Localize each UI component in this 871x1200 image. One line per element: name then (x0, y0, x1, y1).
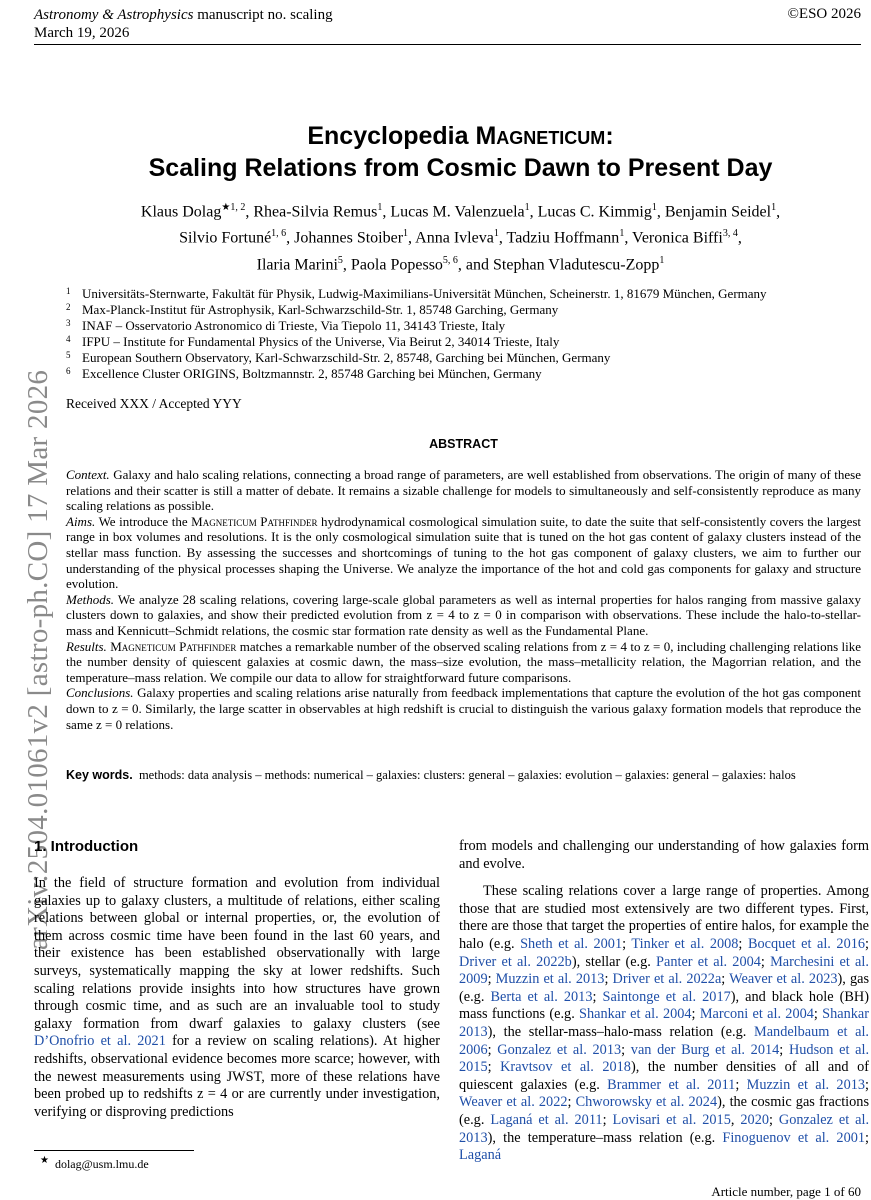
conclusions-text: Galaxy properties and scaling relations arise naturally from feedback implementations that capture the evolution of the hot gas component down to z = 0. Similarly, the large scatter in observables at high redshift is crucial to distinguish the various galaxy formation models that reproduce the same z = 0 relations. (66, 685, 862, 732)
citation-link[interactable]: Shankar et al. 2004 (579, 1006, 692, 1023)
citation-link[interactable]: Chworowsky et al. 2024 (575, 1094, 718, 1111)
aims-smallcaps: Magneticum Pathfinder (191, 513, 318, 529)
author-affil-mark: 1 (659, 254, 665, 266)
title-line2: Scaling Relations from Cosmic Dawn to Present Day (148, 154, 773, 182)
author-affil-mark: 1 (771, 202, 777, 213)
citation-link[interactable]: Tinker et al. 2008 (631, 935, 739, 952)
intro-p1-b: for a review on scaling relations). At higher redshifts, observational evidence becomes more scarce; however, with the newest measurements using JWST, more of these relations have been probed up to redshifts z = 4 or are currently under investigation, verifying or disproving predictions (34, 1033, 440, 1120)
footnote (40, 1155, 149, 1172)
running-header (34, 6, 333, 42)
abstract-heading: ABSTRACT (429, 437, 498, 451)
author-affil-mark: 3, 4 (722, 228, 738, 240)
aims-label: Aims. (66, 513, 96, 529)
affiliation-number: 5 (66, 350, 71, 360)
citation-link[interactable]: Saintonge et al. 2017 (602, 988, 731, 1005)
author-name: Silvio Fortuné (179, 229, 272, 247)
author-name: Paola Popesso (350, 255, 443, 273)
section-heading: 1. Introduction (34, 838, 139, 855)
affiliation-text: INAF – Osservatorio Astronomico di Trieste, Via Tiepolo 11, 34143 Trieste, Italy (82, 318, 506, 333)
manuscript-id: manuscript no. scaling (197, 7, 333, 23)
abstract-body (66, 467, 861, 732)
citation-link[interactable]: Panter et al. 2004 (656, 953, 761, 970)
affiliation-text: Max-Planck-Institut für Astrophysik, Karl-Schwarzschild-Str. 1, 85748 Garching, Germany (82, 302, 559, 317)
citation-link[interactable]: 2020 (740, 1111, 769, 1128)
affiliation (66, 318, 767, 334)
author-name: Veronica Biffi (632, 229, 723, 247)
right-column (459, 838, 869, 1165)
author-name: Rhea-Silvia Remus (253, 203, 378, 221)
header-date: March 19, 2026 (34, 25, 130, 41)
affiliation (66, 302, 767, 318)
author-affil-mark: 5, 6 (442, 254, 458, 266)
citation-link[interactable]: Driver et al. 2022b (459, 953, 572, 970)
title-colon: : (605, 122, 614, 150)
affiliation-number: 6 (66, 366, 71, 376)
copyright: ©ESO 2026 (787, 6, 861, 22)
aims-pre: We introduce the (98, 513, 188, 529)
author-name: Johannes Stoiber (294, 229, 404, 247)
results-text: matches a remarkable number of the observed scaling relations from z = 4 to z = 0, including challenging relations like the number density of quiescent galaxies at cosmic dawn, the mass–size evolution, the mass–metallicity relation, the Magorrian relation, and the temperature–mass relation. We compile our data to allow for straightforward future comparisons. (66, 638, 862, 685)
author-name: Tadziu Hoffmann (506, 229, 620, 247)
intro-p2: These scaling relations cover a large range of properties. Among those that are studied most extensively are two different types. First, there are those that target the properties of entire halos, for example the halo (e.g. Sheth et al. 2001; Tinker et al. 2008; Bocquet et al. 2016; Driver et al. 2022b), stellar (e.g. Panter et al. 2004; Marchesini et al. 2009; Muzzin et al. 2013; Driver et al. 2022a; Weaver et al. 2023), gas (e.g. Berta et al. 2013; Saintonge et al. 2017), and black hole (BH) mass functions (e.g. Shankar et al. 2004; Marconi et al. 2004; Shankar 2013), the stellar-mass–halo-mass relation (e.g. Mandelbaum et al. 2006; Gonzalez et al. 2013; van der Burg et al. 2014; Hudson et al. 2015; Kravtsov et al. 2018), the number densities of all and of quiescent galaxies (e.g. Brammer et al. 2011; Muzzin et al. 2013; Weaver et al. 2022; Chworowsky et al. 2024), the cosmic gas fractions (e.g. Laganá et al. 2011; Lovisari et al. 2015, 2020; Gonzalez et al. 2013), the temperature–mass relation (e.g. Finoguenov et al. 2001; Laganá (459, 883, 870, 1164)
affiliation-text: Excellence Cluster ORIGINS, Boltzmannstr. 2, 85748 Garching bei München, Germany (82, 366, 542, 381)
citation-link[interactable]: Weaver et al. 2023 (729, 971, 838, 988)
affiliation-number: 3 (66, 318, 71, 328)
author-name: Lucas M. Valenzuela (390, 203, 525, 221)
affiliation-text: IFPU – Institute for Fundamental Physics of the Universe, Via Beirut 2, 34014 Trieste, Italy (82, 334, 560, 349)
conclusions-label: Conclusions. (66, 685, 134, 701)
journal-name: Astronomy & Astrophysics (34, 7, 194, 23)
affiliation-text: European Southern Observatory, Karl-Schwarzschild-Str. 2, 85748, Garching bei München, Germany (82, 350, 611, 365)
context-text: Galaxy and halo scaling relations, connecting a broad range of parameters, are well established from observations. The origin of many of these relations and their scatter is still a matter of debate. It remains a sizable challenge for models to simultaneously and self-consistently reproduce as many scaling relations as possible. (66, 467, 861, 514)
citation-link[interactable]: Marconi et al. 2004 (699, 1006, 814, 1023)
citation-link[interactable]: Mandelbaum et al. 2006 (459, 1023, 869, 1058)
citation-link[interactable]: Hudson et al. 2015 (459, 1041, 870, 1076)
affiliation-number: 4 (66, 334, 71, 344)
citation-link[interactable]: Finoguenov et al. 2001 (722, 1129, 866, 1146)
author-affil-mark: 5 (337, 254, 343, 266)
affiliation-number: 2 (66, 302, 71, 312)
author-name: Stephan Vladutescu-Zopp (493, 255, 660, 273)
page-footer: Article number, page 1 of 60 (711, 1184, 861, 1199)
methods-label: Methods. (66, 591, 115, 607)
citation-link[interactable]: D’Onofrio et al. 2021 (34, 1033, 166, 1050)
affiliation-list (66, 286, 767, 382)
affiliation (66, 366, 767, 382)
author-affil-mark: 1 (619, 228, 625, 240)
citation-link[interactable]: Bocquet et al. 2016 (747, 935, 866, 952)
title-smallcaps: Magneticum (475, 122, 606, 150)
author-affil-mark: 1 (651, 202, 657, 213)
author-affil-mark: 1 (403, 228, 409, 240)
intro-p1-a: In the field of structure formation and evolution from individual galaxies up to galaxy clusters, a multitude of relations, either scaling relations between global or internal properties, or, the evolution of them across cosmic time have been found in the last 60 years, and their existence has been established observationally with large surveys, systematically mapping the sky at lower redshifts. Such scaling relations provide insights into how structures have grown through cosmic time, and as such are an invaluable tool to study galaxy formation from dwarf galaxies to galaxy clusters (see (34, 875, 440, 1032)
citation-link[interactable]: van der Burg et al. 2014 (630, 1041, 780, 1058)
citation-link[interactable]: Driver et al. 2022a (612, 971, 722, 988)
affiliation (66, 334, 767, 350)
footnote-mark: ★ (40, 1155, 49, 1166)
citation-link[interactable]: Shankar 2013 (459, 1006, 870, 1040)
author-affil-mark: 1, 6 (271, 228, 287, 240)
citation-link[interactable]: Weaver et al. 2022 (459, 1094, 568, 1111)
keywords (66, 768, 861, 784)
author-list: Klaus Dolag$^{★1, 2}$, Rhea-Silvia Remus$^1$, Lucas M. Valenzuela$^1$, Lucas C. Kimmig$^1$, Benjamin Seidel$^1$, Silvio Fortuné$^{1, 6}$, Johannes Stoiber$^1$, Anna Ivleva$^1$, Tadziu Hoffmann$^1$, Veronica Biffi$^{3, 4}$, Ilaria Marini$^5$, Paola Popesso$^{5, 6}$, and Stephan Vladutescu-Zopp$^1$ (140, 202, 781, 273)
results-label: Results. (66, 638, 107, 654)
aims-text: hydrodynamical cosmological simulation suite, to date the suite that self-consistently covers the largest range in box volumes and resolutions. It is the only cosmological simulation suite that is tuned on the hot gas content of galaxy clusters instead of the stellar mass function. By assessing the successes and shortcomings of tuning to the hot gas component of galaxy clusters, we aim to further our understanding of the physical processes shaping the Universe. We analyze the importance of the hot and cold gas components for galaxy and structure evolution. (66, 513, 862, 592)
affiliation-text: Universitäts-Sternwarte, Fakultät für Physik, Ludwig-Maximilians-Universität München, Scheinerstr. 1, 81679 München, Germany (82, 286, 767, 301)
affiliation-number: 1 (66, 286, 71, 296)
citation-link[interactable]: Brammer et al. 2011 (607, 1076, 736, 1093)
keywords-text: methods: data analysis – methods: numerical – galaxies: clusters: general – galaxies: evolution – galaxies: general – galaxies: halos (138, 768, 796, 782)
citation-link[interactable]: Kravtsov et al. 2018 (500, 1059, 631, 1076)
arxiv-stamp: arXiv:2504.01061v2 [astro-ph.CO] 17 Mar 2026 (22, 369, 54, 950)
citation-link[interactable]: Gonzalez et al. 2013 (497, 1041, 622, 1058)
received-line: Received XXX / Accepted YYY (66, 396, 242, 411)
methods-text: We analyze 28 scaling relations, covering large-scale global parameters as well as internal properties for halos ranging from massive galaxy clusters down to galaxies, and show their predicted evolution from z = 4 to z = 0 in comparison with observations. These include the halo-to-stellar-mass and Kennicutt–Schmidt relations, the cosmic star formation rate density as well as the Fundamental Plane. (66, 591, 862, 638)
results-smallcaps: Magneticum Pathfinder (110, 638, 237, 654)
citation-link[interactable]: Muzzin et al. 2013 (746, 1076, 866, 1093)
affiliation (66, 350, 767, 366)
paper-title (60, 120, 861, 184)
author-name: Klaus Dolag (140, 203, 222, 221)
citation-link[interactable]: Lovisari et al. 2015 (612, 1111, 731, 1128)
author-name: Benjamin Seidel (664, 203, 772, 221)
author-affil-mark: 1 (493, 228, 499, 240)
author-affil-mark: 1 (377, 202, 383, 213)
footnote-email[interactable]: dolag@usm.lmu.de (54, 1157, 149, 1171)
author-name: Lucas C. Kimmig (537, 203, 652, 221)
footnote-rule (34, 1150, 194, 1151)
citation-link[interactable]: Marchesini et al. 2009 (459, 953, 869, 988)
author-affil-mark: ★1, 2 (221, 202, 246, 213)
citation-link[interactable]: Laganá et al. 2011 (490, 1111, 603, 1128)
affiliation (66, 286, 767, 302)
left-column (34, 875, 440, 1121)
citation-link[interactable]: Laganá (459, 1147, 502, 1164)
intro-p1-c: from models and challenging our understanding of how galaxies form and evolve. (459, 838, 869, 872)
keywords-label: Key words. (66, 768, 133, 782)
title-prefix: Encyclopedia (307, 122, 469, 150)
author-affil-mark: 1 (524, 202, 530, 213)
citation-link[interactable]: Berta et al. 2013 (490, 988, 593, 1005)
author-name: Anna Ivleva (415, 229, 494, 247)
citation-link[interactable]: Muzzin et al. 2013 (495, 971, 605, 988)
citation-link[interactable]: Sheth et al. 2001 (520, 935, 623, 952)
header-rule (34, 44, 861, 45)
citation-link[interactable]: Gonzalez et al. 2013 (459, 1111, 870, 1146)
author-name: Ilaria Marini (256, 255, 338, 273)
context-label: Context. (66, 467, 110, 482)
